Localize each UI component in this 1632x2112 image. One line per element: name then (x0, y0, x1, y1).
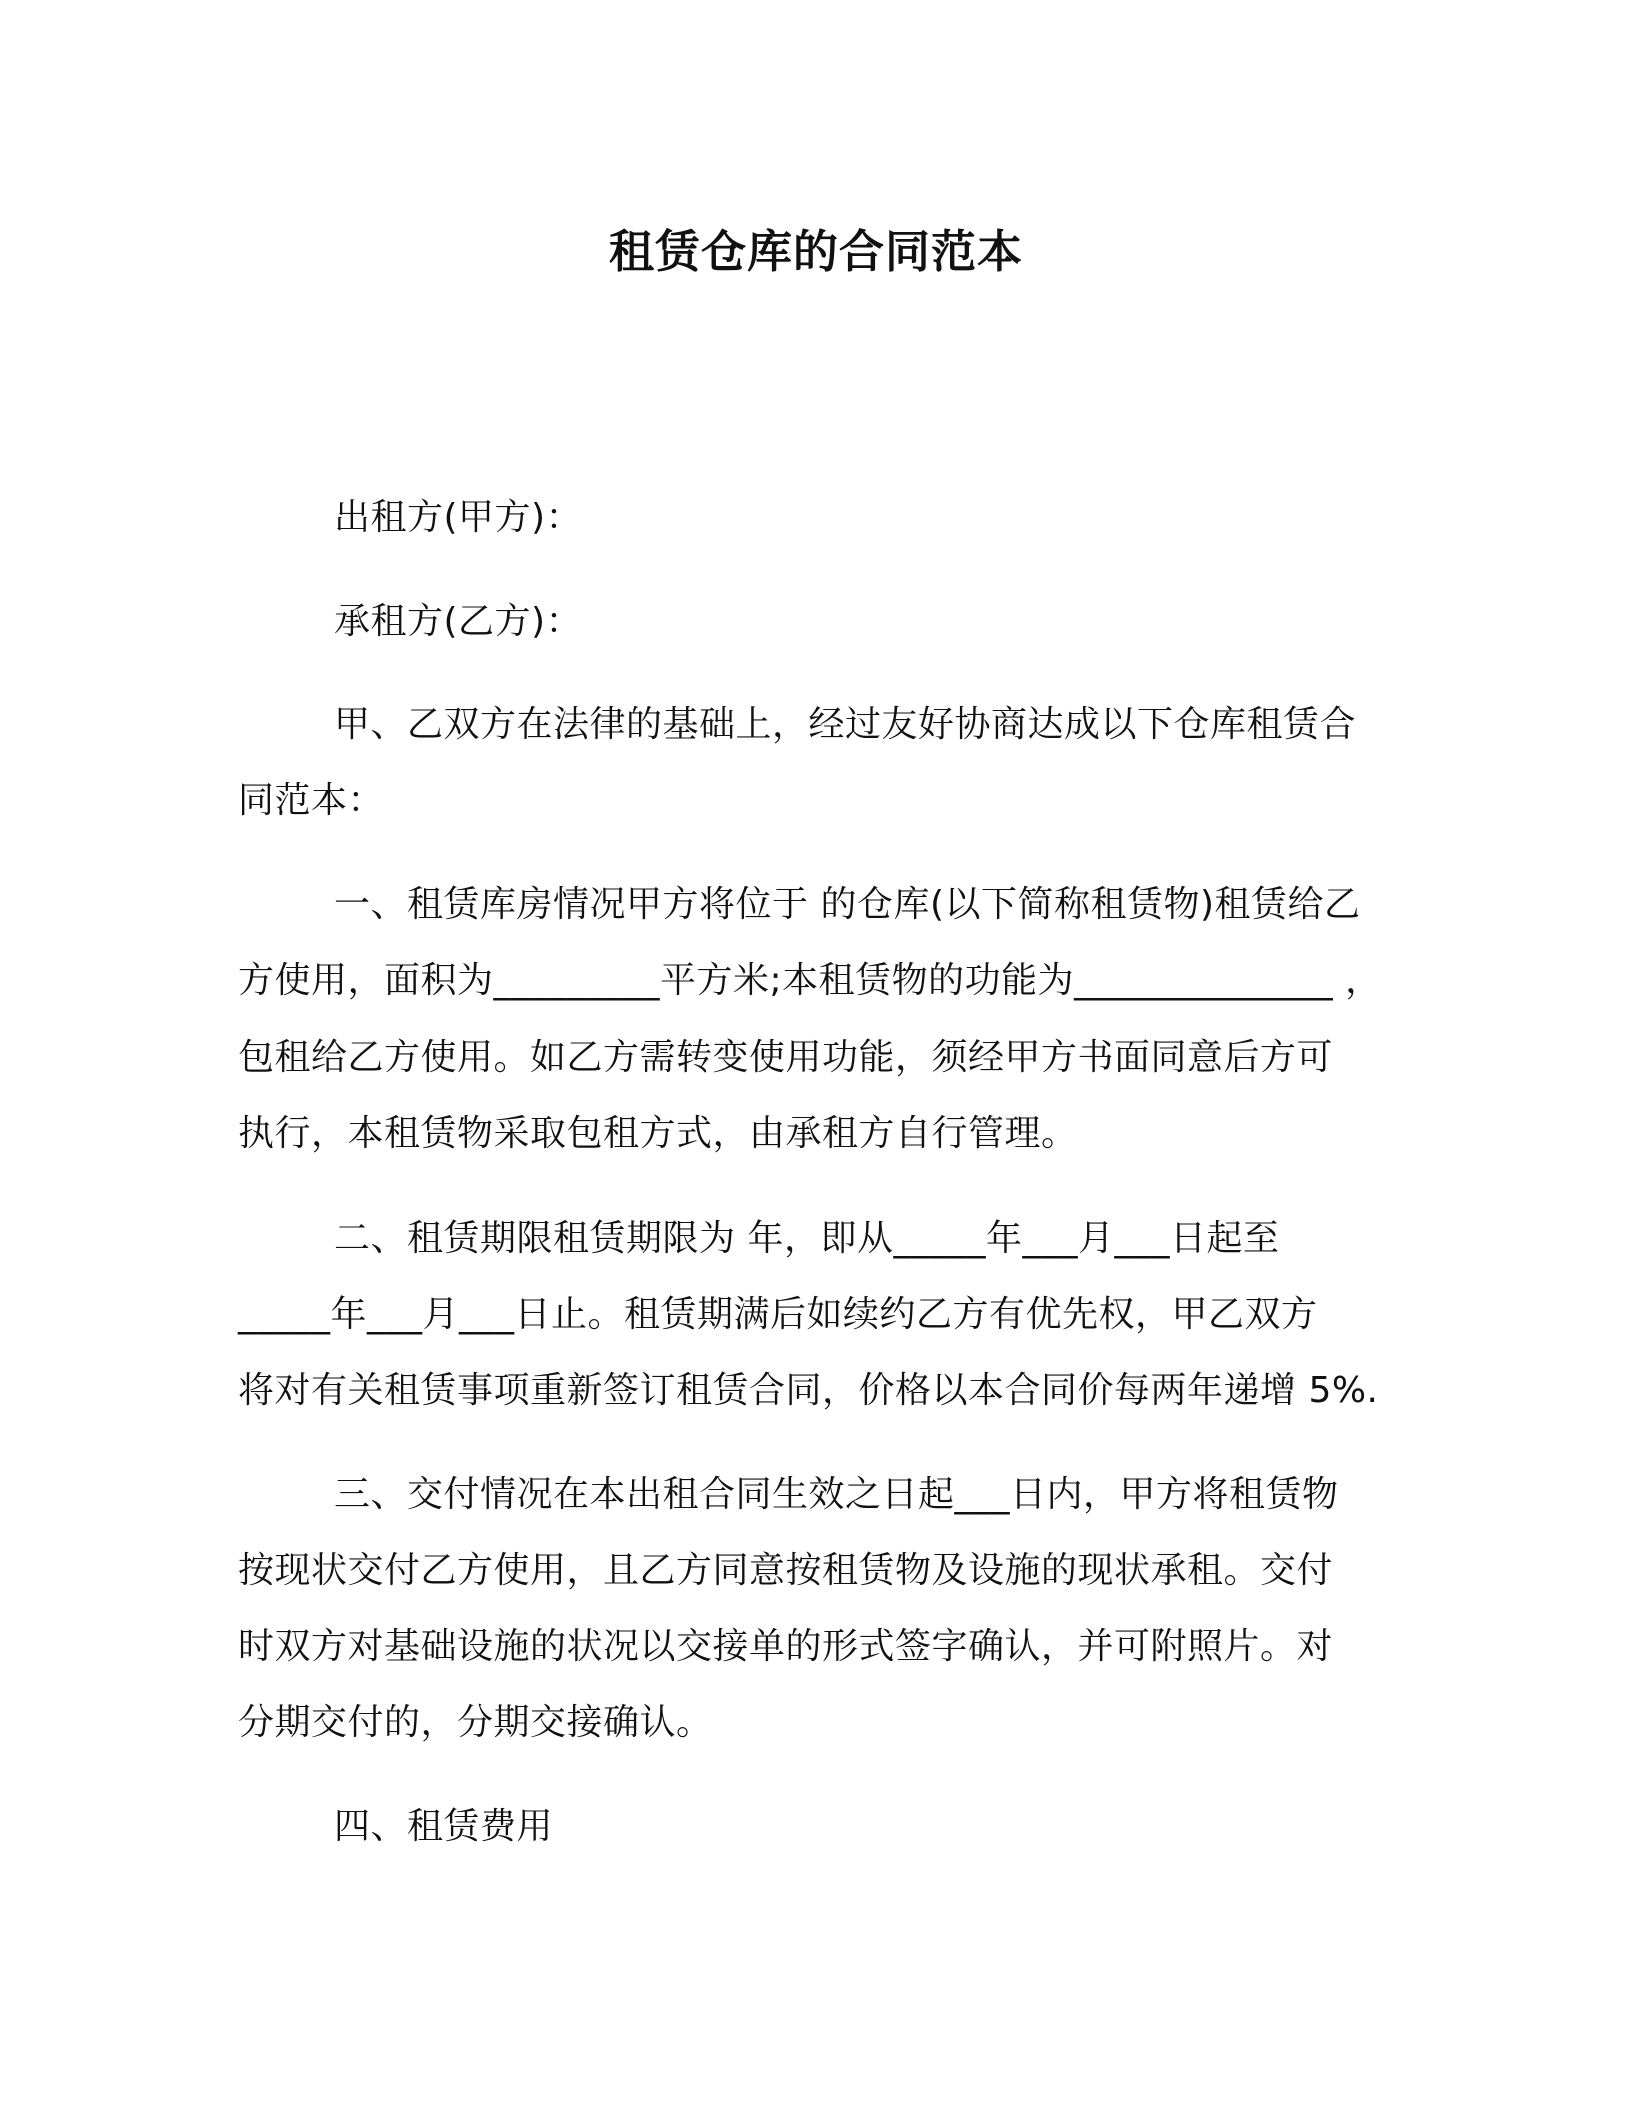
section-1-line-2: 方使用，面积为_________平方米;本租赁物的功能为______________ ， (238, 960, 1382, 1001)
section-2-line-2: _____年___月___日止。租赁期满后如续约乙方有优先权，甲乙双方 (238, 1294, 1318, 1335)
section-3-line-1: 三、交付情况在本出租合同生效之日起___日内，甲方将租赁物 (334, 1474, 1339, 1515)
section-1-line-4: 执行，本租赁物采取包租方式，由承租方自行管理。 (238, 1113, 1078, 1154)
section-1-line-3: 包租给乙方使用。如乙方需转变使用功能，须经甲方书面同意后方可 (238, 1037, 1334, 1078)
section-3-line-4: 分期交付的，分期交接确认。 (238, 1702, 713, 1743)
section-2-line-1: 二、租赁期限租赁期限为 年，即从_____年___月___日起至 (334, 1218, 1280, 1259)
intro-paragraph-line-2: 同范本： (238, 780, 385, 821)
section-3-line-2: 按现状交付乙方使用，且乙方同意按租赁物及设施的现状承租。交付 (238, 1550, 1334, 1591)
intro-paragraph-line-1: 甲、乙双方在法律的基础上，经过友好协商达成以下仓库租赁合 (334, 704, 1357, 745)
lessee-line: 承租方(乙方)： (334, 601, 583, 642)
section-3-line-3: 时双方对基础设施的状况以交接单的形式签字确认，并可附照片。对 (238, 1626, 1334, 1667)
lessor-line: 出租方(甲方)： (334, 497, 583, 538)
section-4-heading: 四、租赁费用 (334, 1806, 554, 1847)
document-title: 租赁仓库的合同范本 (608, 225, 1023, 278)
section-1-line-1: 一、租赁库房情况甲方将位于 的仓库(以下简称租赁物)租赁给乙 (334, 884, 1361, 925)
section-2-line-3: 将对有关租赁事项重新签订租赁合同，价格以本合同价每两年递增 5%. (238, 1370, 1379, 1411)
